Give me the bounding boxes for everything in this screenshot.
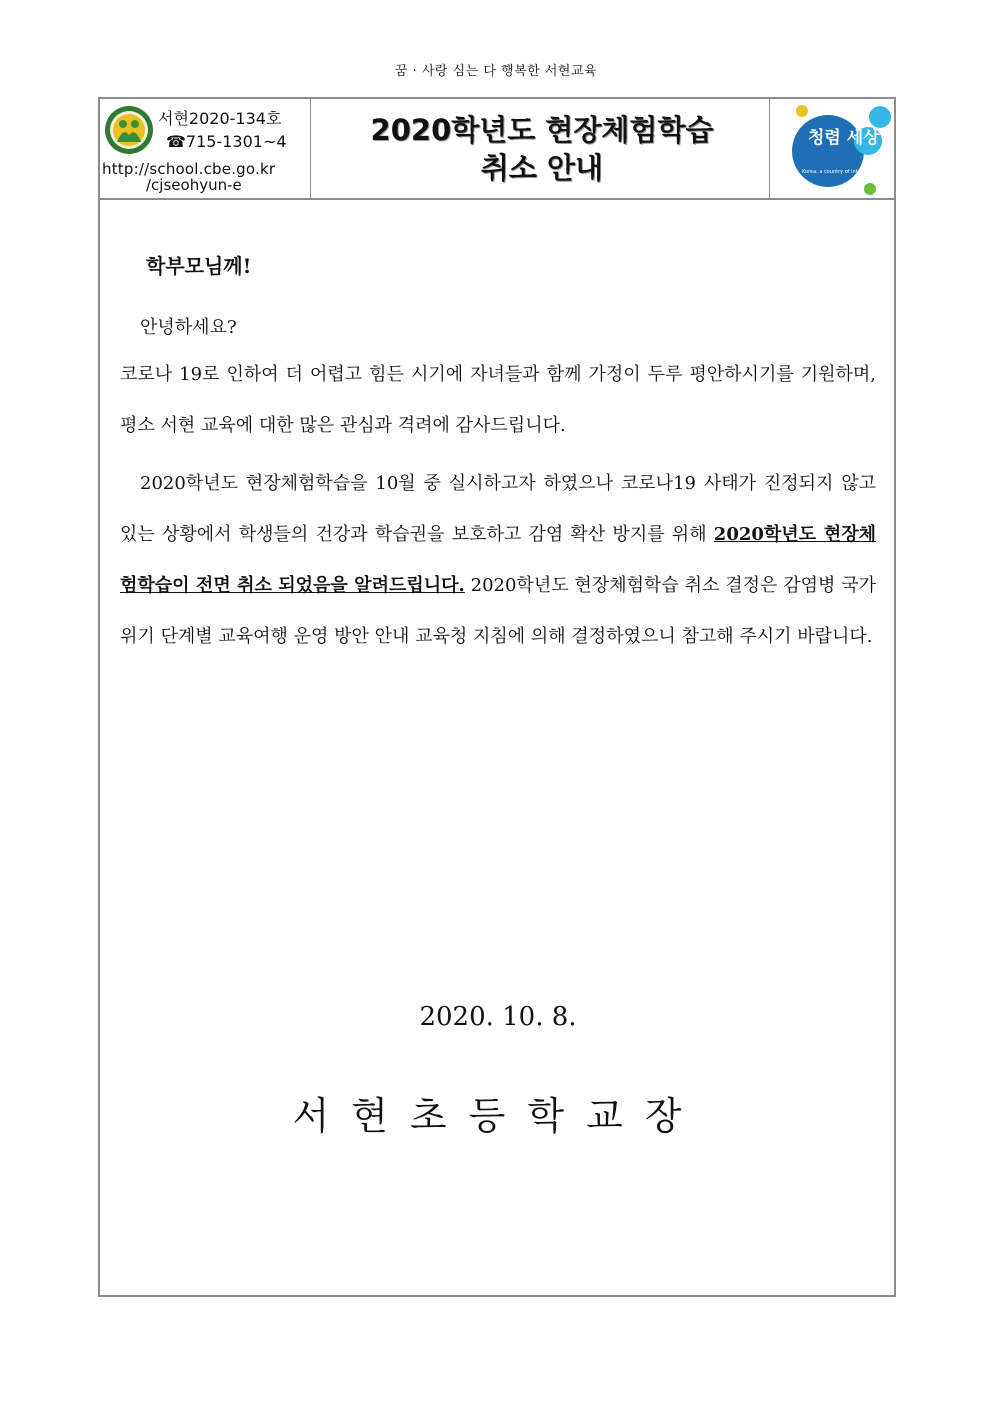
phone-number: ☎715-1301~4 <box>166 132 287 151</box>
paragraph-2 <box>120 458 876 662</box>
letter-title <box>311 111 773 187</box>
letter-frame <box>98 97 896 1297</box>
letter-date: 2020. 10. 8. <box>419 1002 577 1032</box>
principal-signature: 서현초등학교장 <box>292 1094 704 1138</box>
document-number: 서현2020-134호 <box>158 109 282 128</box>
campaign-text: 청렴 세상 <box>808 128 880 148</box>
campaign-logo-cell <box>769 99 894 198</box>
cancellation-notice: 2020학년도 현장체험학습이 전면 취소 되었음을 알려드립니다. <box>120 524 876 596</box>
paragraph-2-closing: 2020학년도 현장체험학습 취소 결정은 감염병 국가위기 단계별 교육여행 운영 방안 안내 교육청 지침에 의해 결정하였으니 참고해 주시기 바랍니다. <box>120 575 876 647</box>
school-info-cell <box>100 99 311 198</box>
campaign-subtext: Korea, a country of integrity <box>802 169 873 175</box>
paragraph-2-intro: 2020학년도 현장체험학습을 10월 중 실시하고자 하였으나 코로나19 사태가 진정되지 않고 있는 상황에서 학생들의 건강과 학습권을 보호하고 감염 확산 방지를 위해 <box>120 473 876 545</box>
school-motto: 꿈 · 사랑 심는 다 행복한 서현교육 <box>394 64 598 79</box>
title-line2: 취소 안내 <box>480 151 604 185</box>
salutation: 학부모님께! <box>146 254 252 278</box>
greeting: 안녕하세요? <box>140 317 237 338</box>
school-url-line2[interactable]: /cjseohyun-e <box>146 176 242 194</box>
paragraph-1: 코로나 19로 인하여 더 어렵고 힘든 시기에 자녀들과 함께 가정이 두루 평안하시기를 기원하며, 평소 서현 교육에 대한 많은 관심과 격려에 감사드립니다. <box>120 364 876 436</box>
title-line1: 2020학년도 현장체험학습 <box>370 113 714 147</box>
letter-header <box>100 99 894 200</box>
school-url-line1[interactable]: http://school.cbe.go.kr <box>102 160 276 178</box>
integrity-campaign-logo <box>784 101 894 197</box>
school-emblem-icon <box>104 105 154 155</box>
